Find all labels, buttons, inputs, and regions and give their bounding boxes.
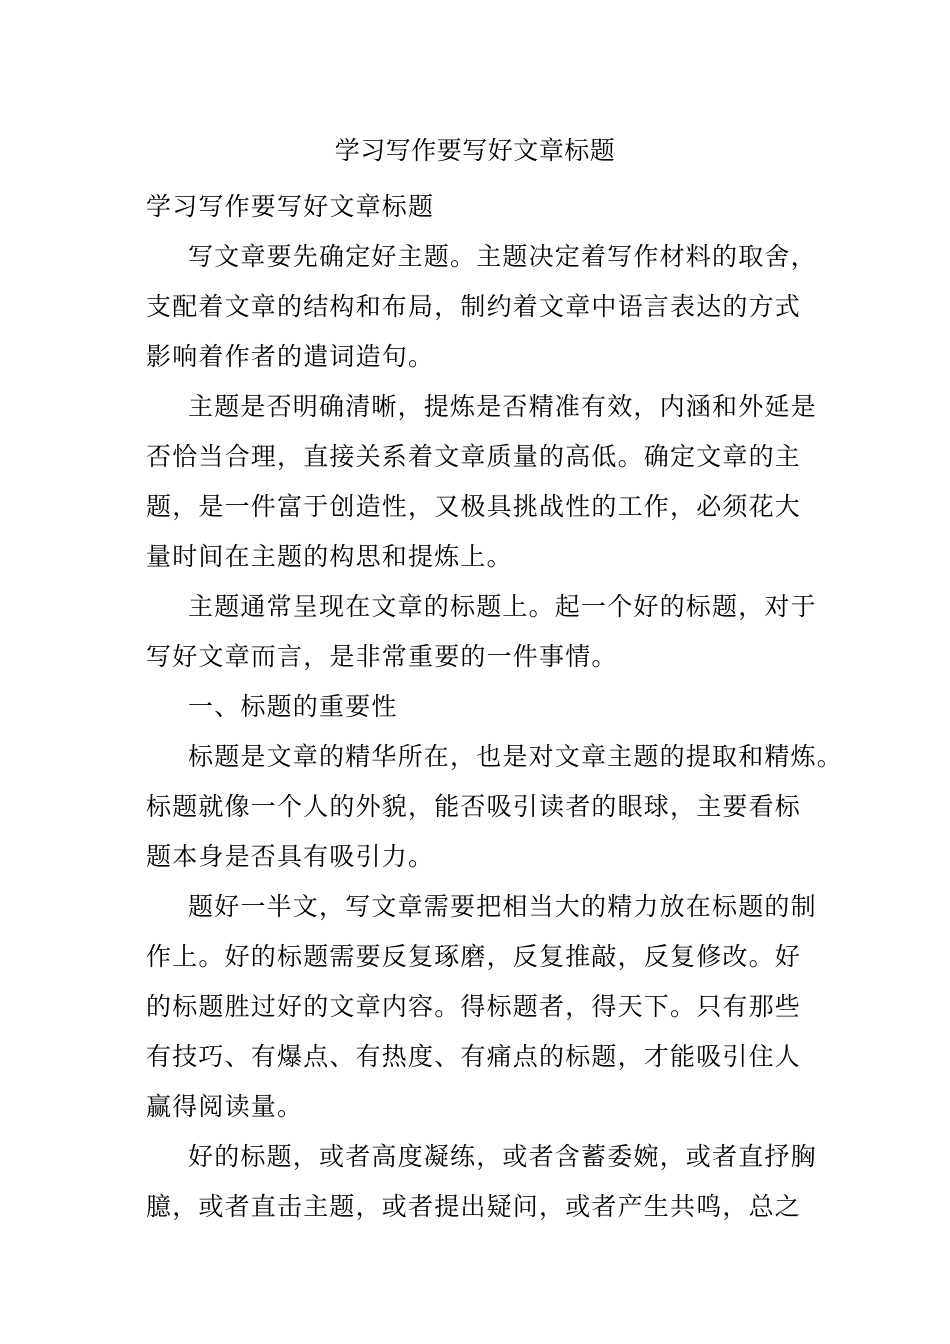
text-line: 写文章要先确定好主题。主题决定着写作材料的取舍， [188, 242, 817, 271]
text-line: 题，是一件富于创造性，又极具挑战性的工作，必须花大 [146, 492, 802, 521]
text-line: 主题是否明确清晰，提炼是否精准有效，内涵和外延是 [188, 392, 817, 421]
text-line: 支配着文章的结构和布局，制约着文章中语言表达的方式 [146, 292, 802, 321]
text-line: 标题就像一个人的外貌，能否吸引读者的眼球，主要看标 [146, 792, 802, 821]
document-body [146, 182, 844, 1232]
text-line: 一、标题的重要性 [188, 692, 398, 721]
text-line: 赢得阅读量。 [146, 1092, 304, 1121]
text-line: 题好一半文，写文章需要把相当大的精力放在标题的制 [188, 892, 817, 921]
text-line: 否恰当合理，直接关系着文章质量的高低。确定文章的主 [146, 442, 802, 471]
document-title: 学习写作要写好文章标题 [334, 136, 616, 165]
text-line: 写好文章而言，是非常重要的一件事情。 [146, 642, 618, 671]
text-line: 作上。好的标题需要反复琢磨，反复推敲，反复修改。好 [146, 942, 802, 971]
text-line: 量时间在主题的构思和提炼上。 [146, 542, 513, 571]
text-line: 臆，或者直击主题，或者提出疑问，或者产生共鸣，总之 [146, 1192, 802, 1221]
text-line: 好的标题，或者高度凝练，或者含蓄委婉，或者直抒胸 [188, 1142, 817, 1171]
text-line: 的标题胜过好的文章内容。得标题者，得天下。只有那些 [146, 992, 802, 1021]
text-line: 学习写作要写好文章标题 [146, 192, 435, 221]
text-line: 题本身是否具有吸引力。 [146, 842, 435, 871]
text-line: 影响着作者的遣词造句。 [146, 342, 435, 371]
text-line: 标题是文章的精华所在，也是对文章主题的提取和精炼。 [188, 742, 844, 771]
text-line: 主题通常呈现在文章的标题上。起一个好的标题，对于 [188, 592, 817, 621]
text-line: 有技巧、有爆点、有热度、有痛点的标题，才能吸引住人 [146, 1042, 802, 1071]
